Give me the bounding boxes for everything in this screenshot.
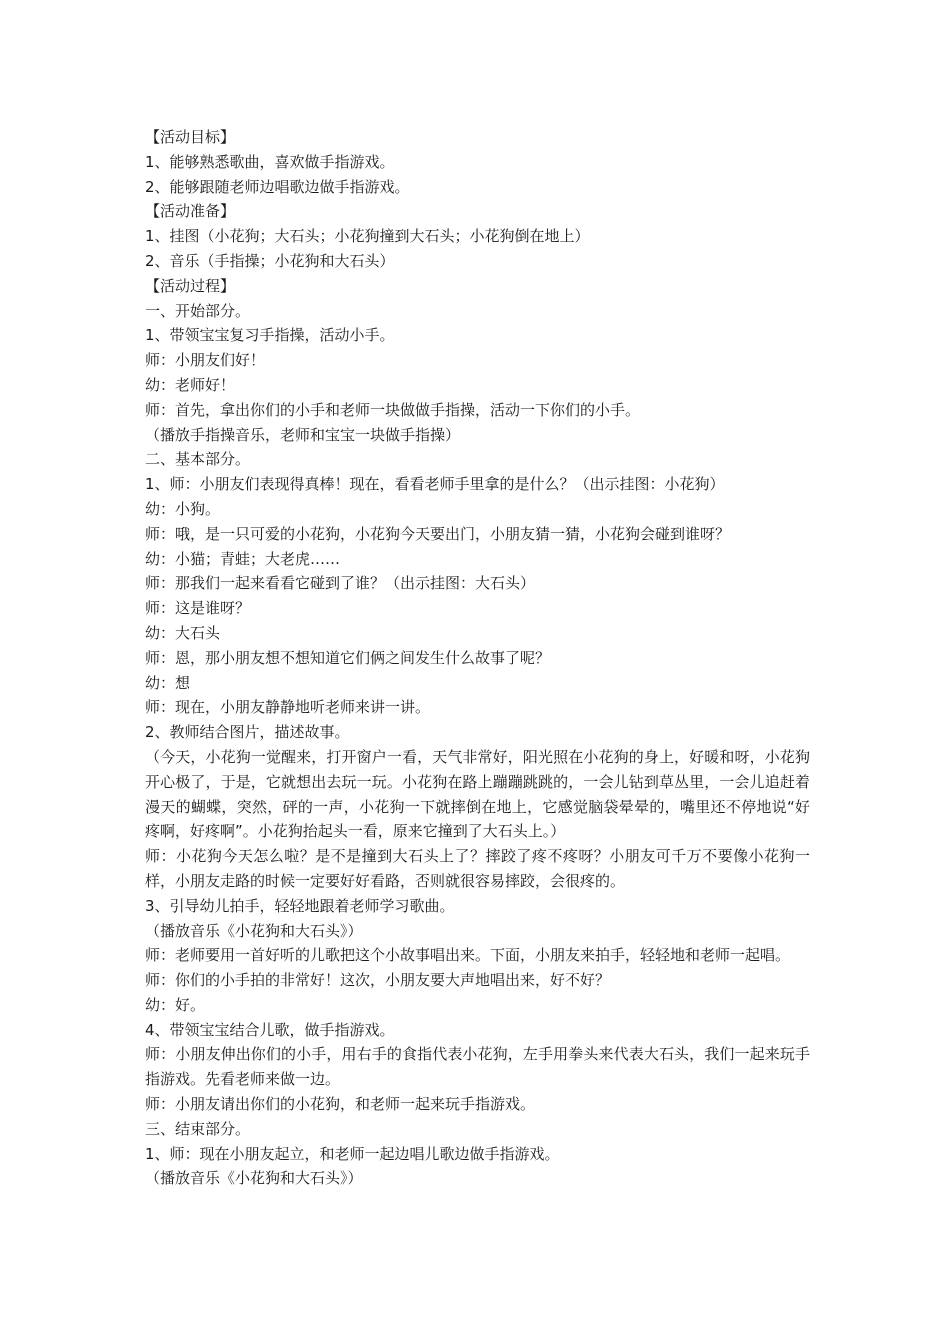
dialogue-line: 师：那我们一起来看看它碰到了谁？（出示挂图：大石头） <box>145 574 536 593</box>
dialogue-line: 幼：老师好！ <box>145 375 236 394</box>
dialogue-line: 1、师：小朋友们表现得真棒！现在，看看老师手里拿的是什么？（出示挂图：小花狗） <box>145 475 725 494</box>
dialogue-paragraph: 师：小朋友伸出你们的小手，用右手的食指代表小花狗，左手用拳头来代表大石头，我们一起来玩手指游戏。先看老师来做一边。 <box>145 1045 810 1089</box>
step-heading: 2、教师结合图片，描述故事。 <box>145 723 350 742</box>
dialogue-line: 幼：想 <box>145 673 191 692</box>
dialogue-line: 师：首先，拿出你们的小手和老师一块做做手指操，活动一下你们的小手。 <box>145 400 641 419</box>
section-heading-process: 【活动过程】 <box>145 276 236 295</box>
stage-direction: （播放音乐《小花狗和大石头》） <box>145 1169 363 1188</box>
dialogue-line: 幼：好。 <box>145 995 206 1014</box>
dialogue-line: 师：小朋友请出你们的小花狗，和老师一起来玩手指游戏。 <box>145 1095 536 1114</box>
goal-item: 1、能够熟悉歌曲，喜欢做手指游戏。 <box>145 152 395 171</box>
dialogue-line: 1、师：现在小朋友起立，和老师一起边唱儿歌边做手指游戏。 <box>145 1144 560 1163</box>
dialogue-paragraph: 师：老师要用一首好听的儿歌把这个小故事唱出来。下面，小朋友来拍手，轻轻地和老师一起唱。 <box>145 946 791 965</box>
dialogue-line: 师：恩，那小朋友想不想知道它们俩之间发生什么故事了呢？ <box>145 648 551 667</box>
dialogue-line: 师：哦，是一只可爱的小花狗，小花狗今天要出门，小朋友猜一猜，小花狗会碰到谁呀？ <box>145 524 731 543</box>
step-heading: 4、带领宝宝结合儿歌，做手指游戏。 <box>145 1020 395 1039</box>
dialogue-line: 幼：小猫；青蛙；大老虎…… <box>145 549 341 568</box>
preparation-item: 2、音乐（手指操；小花狗和大石头） <box>145 251 395 270</box>
dialogue-line: 师：小朋友们好！ <box>145 351 266 370</box>
stage-direction: （播放手指操音乐，老师和宝宝一块做手指操） <box>145 425 461 444</box>
dialogue-paragraph: 师：小花狗今天怎么啦？是不是撞到大石头上了？摔跤了疼不疼呀？小朋友可千万不要像小花狗一样，小朋友走路的时候一定要好好看路，否则就很容易摔跤，会很疼的。 <box>145 847 810 890</box>
dialogue-line: 师：你们的小手拍的非常好！这次，小朋友要大声地唱出来，好不好？ <box>145 971 611 990</box>
document-page <box>145 125 810 1191</box>
part-heading-basic: 二、基本部分。 <box>145 450 251 469</box>
goal-item: 2、能够跟随老师边唱歌边做手指游戏。 <box>145 177 410 196</box>
dialogue-line: 幼：大石头 <box>145 623 221 642</box>
step-heading: 3、引导幼儿拍手，轻轻地跟着老师学习歌曲。 <box>145 896 455 915</box>
dialogue-line: 师：这是谁呀？ <box>145 599 251 618</box>
part-heading-end: 三、结束部分。 <box>145 1119 251 1138</box>
dialogue-line: 师：现在，小朋友静静地听老师来讲一讲。 <box>145 698 431 717</box>
section-heading-preparation: 【活动准备】 <box>145 202 236 221</box>
preparation-item: 1、挂图（小花狗；大石头；小花狗撞到大石头；小花狗倒在地上） <box>145 227 590 246</box>
step-heading: 1、带领宝宝复习手指操，活动小手。 <box>145 326 395 345</box>
dialogue-line: 幼：小狗。 <box>145 499 221 518</box>
section-heading-goals: 【活动目标】 <box>145 128 236 146</box>
stage-direction: （播放音乐《小花狗和大石头》） <box>145 921 363 940</box>
part-heading-start: 一、开始部分。 <box>145 301 251 320</box>
story-paragraph: （今天，小花狗一觉醒来，打开窗户一看，天气非常好，阳光照在小花狗的身上，好暖和呀，小花狗开心极了，于是，它就想出去玩一玩。小花狗在路上蹦蹦跳跳的，一会儿钻到草丛里，一会儿追赶着漫天的蝴蝶，突然，砰的一声，小花狗一下就摔倒在地上，它感觉脑袋晕晕的，嘴里还不停地说“好疼啊，好疼啊”。小花狗抬起头一看，原来它撞到了大石头上。） <box>145 747 810 841</box>
